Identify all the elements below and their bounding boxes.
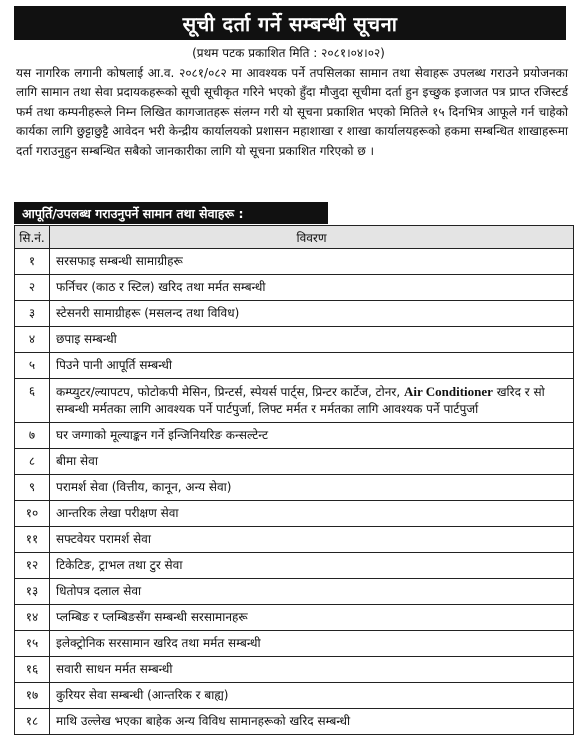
row-text: सफ्टवेयर परामर्श सेवा: [50, 527, 574, 553]
row-text: परामर्श सेवा (वित्तीय, कानून, अन्य सेवा): [50, 475, 574, 501]
row-sn: ९: [15, 475, 50, 501]
section-heading: आपूर्ति/उपलब्ध गराउनुपर्ने सामान तथा सेवाहरू :: [14, 202, 328, 224]
row-text: फर्निचर (काठ र स्टिल) खरिद तथा मर्मत सम्बन्धी: [50, 275, 574, 301]
row-sn: १८: [15, 709, 50, 735]
row-text-multi: [50, 379, 574, 423]
row-sn: १४: [15, 605, 50, 631]
row-text: पिउने पानी आपूर्ति सम्बन्धी: [50, 353, 574, 379]
table-row: [15, 327, 574, 353]
header-sn: सि.नं.: [15, 226, 50, 249]
table-row: [15, 605, 574, 631]
table-row: [15, 579, 574, 605]
header-description: विवरण: [50, 226, 574, 249]
row-sn: ४: [15, 327, 50, 353]
row-text-part-a: कम्प्युटर/ल्यापटप, फोटोकपी मेसिन, प्रिन्टर्स, स्पेयर्स पार्ट्स, प्रिन्टर कार्टेज, टोनर,: [56, 385, 404, 399]
table-row: [15, 553, 574, 579]
table-row: [15, 275, 574, 301]
row-sn: ३: [15, 301, 50, 327]
row-text: प्लम्बिङ र प्लम्बिङसँग सम्बन्धी सरसामानहरू: [50, 605, 574, 631]
row-sn: ६: [15, 379, 50, 423]
table-row: [15, 683, 574, 709]
row-text: सरसफाइ सम्बन्धी सामाग्रीहरू: [50, 249, 574, 275]
row-text: आन्तरिक लेखा परीक्षण सेवा: [50, 501, 574, 527]
notice-title: सूची दर्ता गर्ने सम्बन्धी सूचना: [14, 6, 566, 40]
table-row: [15, 423, 574, 449]
table-row: [15, 249, 574, 275]
table-row: [15, 501, 574, 527]
row-text: घर जग्गाको मूल्याङ्कन गर्ने इन्जिनियरिङ कन्सल्टेन्ट: [50, 423, 574, 449]
table-row: [15, 379, 574, 423]
row-text: इलेक्ट्रोनिक सरसामान खरिद तथा मर्मत सम्बन्धी: [50, 631, 574, 657]
intro-paragraph: यस नागरिक लगानी कोषलाई आ.व. २०८१/०८२ मा आवश्यक पर्ने तपसिलका सामान तथा सेवाहरू उपलब्ध गराउने प्रयोजनका लागि सामान तथा सेवा प्रदायकहरूको सूची सूचीकृत गरिने भएको हुँदा मौजुदा सूचीमा दर्ता हुन इच्छुक इजाजत पत्र प्राप्त रजिस्टर्ड फर्म तथा कम्पनीहरूले निम्न लिखित कागजातहरू संलग्न गरी यो सूचना प्रकाशित भएको मितिले १५ दिनभित्र आफूले गर्न चाहेको कार्यका लागि छुट्टाछुट्टै आवेदन भरी केन्द्रीय कार्यालयको प्रशासन महाशाखा र शाखा कार्यालयहरूको हकमा सम्बन्धित शाखाहरूमा दर्ता गराउनुहुन सम्बन्धित सबैको जानकारीका लागि यो सूचना प्रकाशित गरिएको छ ।: [16, 66, 568, 158]
row-text: धितोपत्र दलाल सेवा: [50, 579, 574, 605]
row-sn: ८: [15, 449, 50, 475]
row-text: माथि उल्लेख भएका बाहेक अन्य विविध सामानहरूको खरिद सम्बन्धी: [50, 709, 574, 735]
row-text: स्टेसनरी सामाग्रीहरू (मसलन्द तथा विविध): [50, 301, 574, 327]
table-row: [15, 475, 574, 501]
table-row: [15, 353, 574, 379]
row-text-english: Air Conditioner: [403, 384, 493, 399]
row-text: सवारी साधन मर्मत सम्बन्धी: [50, 657, 574, 683]
items-table: [14, 225, 574, 735]
publication-date: (प्रथम पटक प्रकाशित मिति : २०८१।०४।०२): [192, 46, 385, 60]
table-header-row: [15, 226, 574, 249]
table-row: [15, 301, 574, 327]
table-row: [15, 449, 574, 475]
row-sn: ५: [15, 353, 50, 379]
row-sn: १०: [15, 501, 50, 527]
table-row: [15, 631, 574, 657]
row-sn: १५: [15, 631, 50, 657]
row-sn: १७: [15, 683, 50, 709]
row-text: टिकेटिङ, ट्राभल तथा टुर सेवा: [50, 553, 574, 579]
row-sn: १: [15, 249, 50, 275]
row-sn: १२: [15, 553, 50, 579]
row-sn: ११: [15, 527, 50, 553]
row-sn: ७: [15, 423, 50, 449]
row-sn: १६: [15, 657, 50, 683]
row-text: बीमा सेवा: [50, 449, 574, 475]
table-row: [15, 709, 574, 735]
row-text-part-b: खरिद र सो सम्बन्धी मर्मतका लागि आवश्यक पर्ने पार्टपुर्जा, लिफ्ट मर्मत र मर्मतका लागि आवश्यक पर्ने पार्टपुर्जा: [56, 385, 545, 416]
table-row: [15, 657, 574, 683]
row-text: कुरियर सेवा सम्बन्धी (आन्तरिक र बाह्य): [50, 683, 574, 709]
row-sn: १३: [15, 579, 50, 605]
row-text: छपाइ सम्बन्धी: [50, 327, 574, 353]
table-row: [15, 527, 574, 553]
row-sn: २: [15, 275, 50, 301]
